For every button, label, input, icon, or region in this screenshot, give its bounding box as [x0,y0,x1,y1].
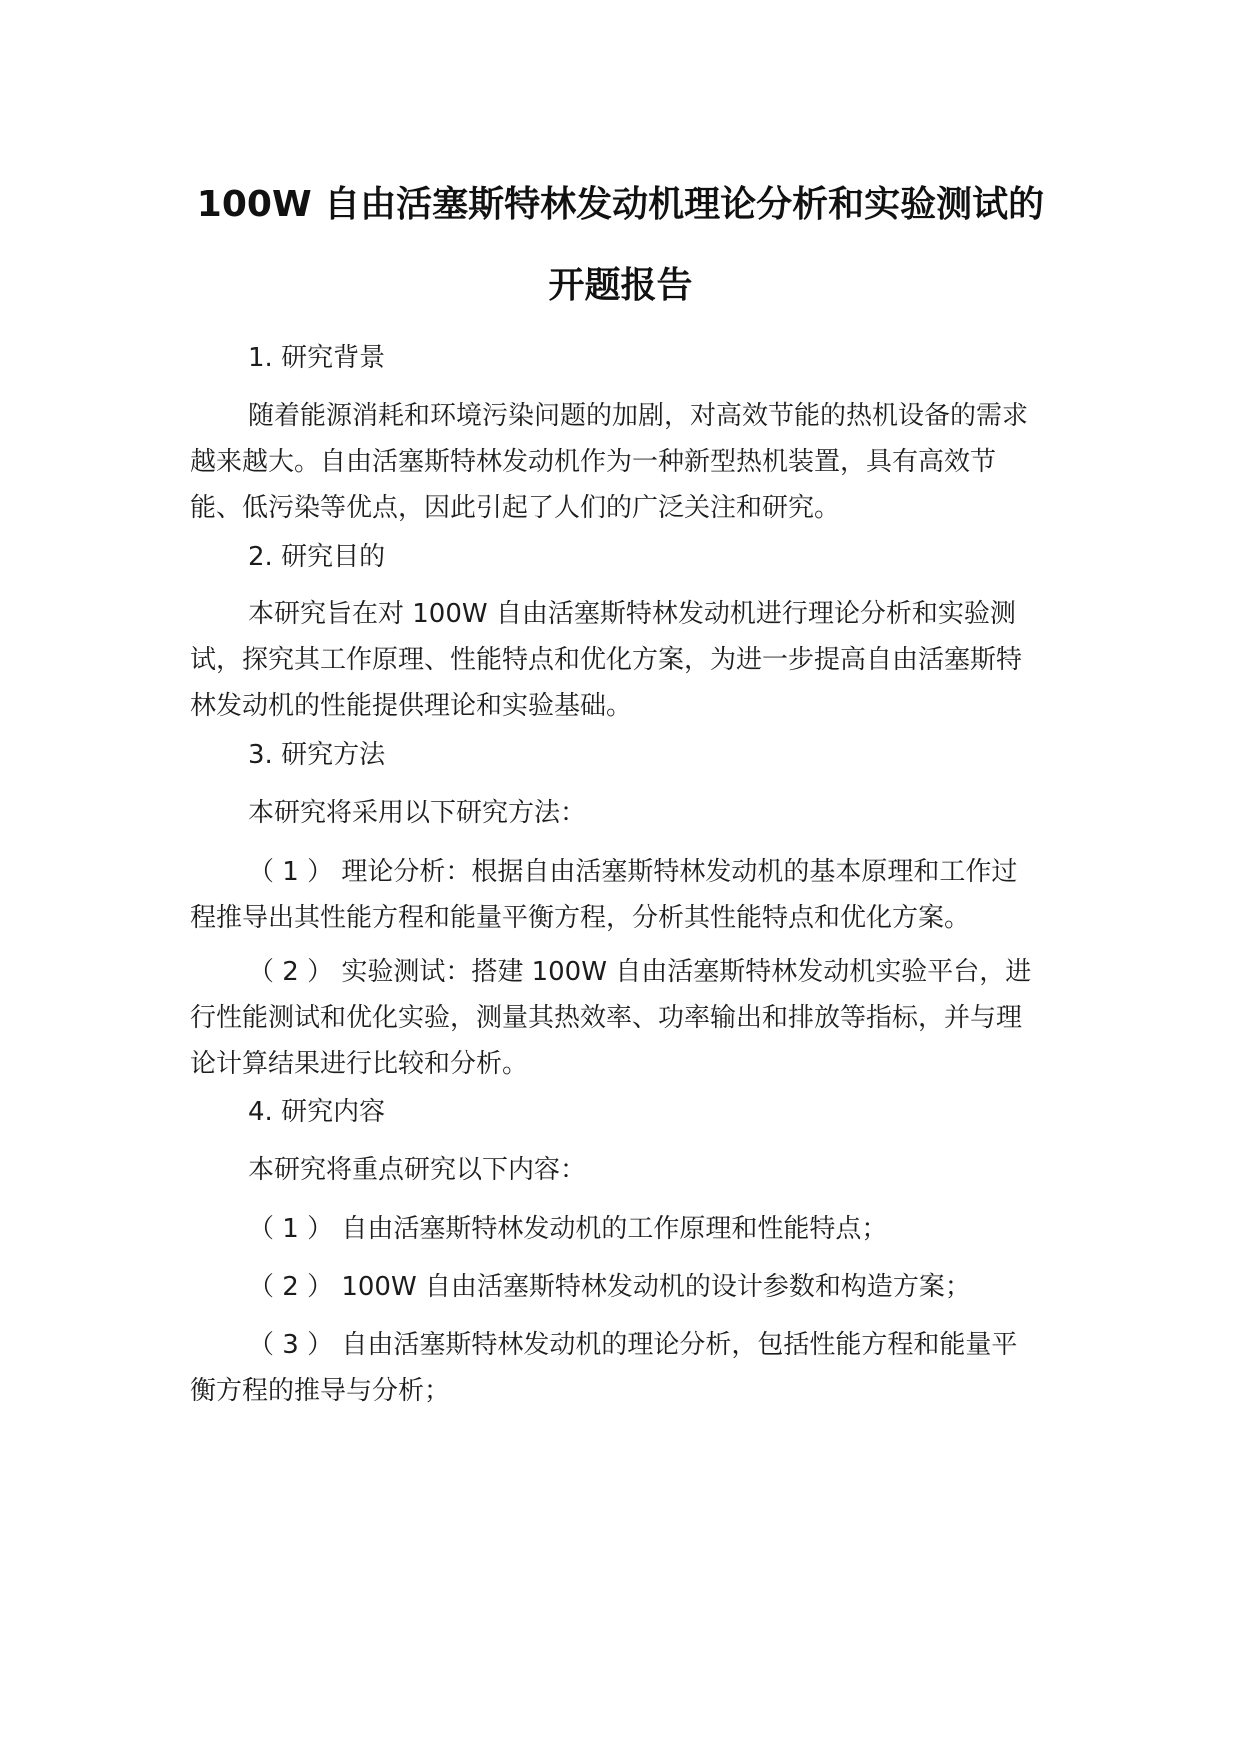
paragraph-method-theory: （ 1 ） 理论分析：根据自由活塞斯特林发动机的基本原理和工作过程推导出其性能方程和能量平衡方程，分析其性能特点和优化方案。 [190,857,1018,933]
paragraph-background: 随着能源消耗和环境污染问题的加剧，对高效节能的热机设备的需求越来越大。自由活塞斯特林发动机作为一种新型热机装置，具有高效节能、低污染等优点，因此引起了人们的广泛关注和研究。 [190,401,1029,523]
paragraph-method-experiment: （ 2 ） 实验测试：搭建 100W 自由活塞斯特林发动机实验平台，进行性能测试和优化实验，测量其热效率、功率输出和排放等指标，并与理论计算结果进行比较和分析。 [190,957,1032,1079]
section-heading-purpose: 2. 研究目的 [248,542,386,572]
list-item-content-2: （ 2 ） 100W 自由活塞斯特林发动机的设计参数和构造方案； [248,1272,971,1302]
list-item-content-3: （ 3 ） 自由活塞斯特林发动机的理论分析，包括性能方程和能量平衡方程的推导与分析； [190,1330,1018,1406]
paragraph-methods-intro: 本研究将采用以下研究方法： [248,798,587,828]
document-title-line-1: 100W 自由活塞斯特林发动机理论分析和实验测试的 [196,184,1045,225]
list-item-content-1: （ 1 ） 自由活塞斯特林发动机的工作原理和性能特点； [248,1214,888,1244]
paragraph-purpose: 本研究旨在对 100W 自由活塞斯特林发动机进行理论分析和实验测试，探究其工作原理、性能特点和优化方案，为进一步提高自由活塞斯特林发动机的性能提供理论和实验基础。 [190,599,1023,721]
paragraph-content-intro: 本研究将重点研究以下内容： [248,1155,587,1185]
section-heading-content: 4. 研究内容 [248,1097,386,1127]
section-heading-background: 1. 研究背景 [248,343,386,373]
section-heading-methods: 3. 研究方法 [248,740,386,770]
document-title-line-2: 开题报告 [548,265,693,306]
